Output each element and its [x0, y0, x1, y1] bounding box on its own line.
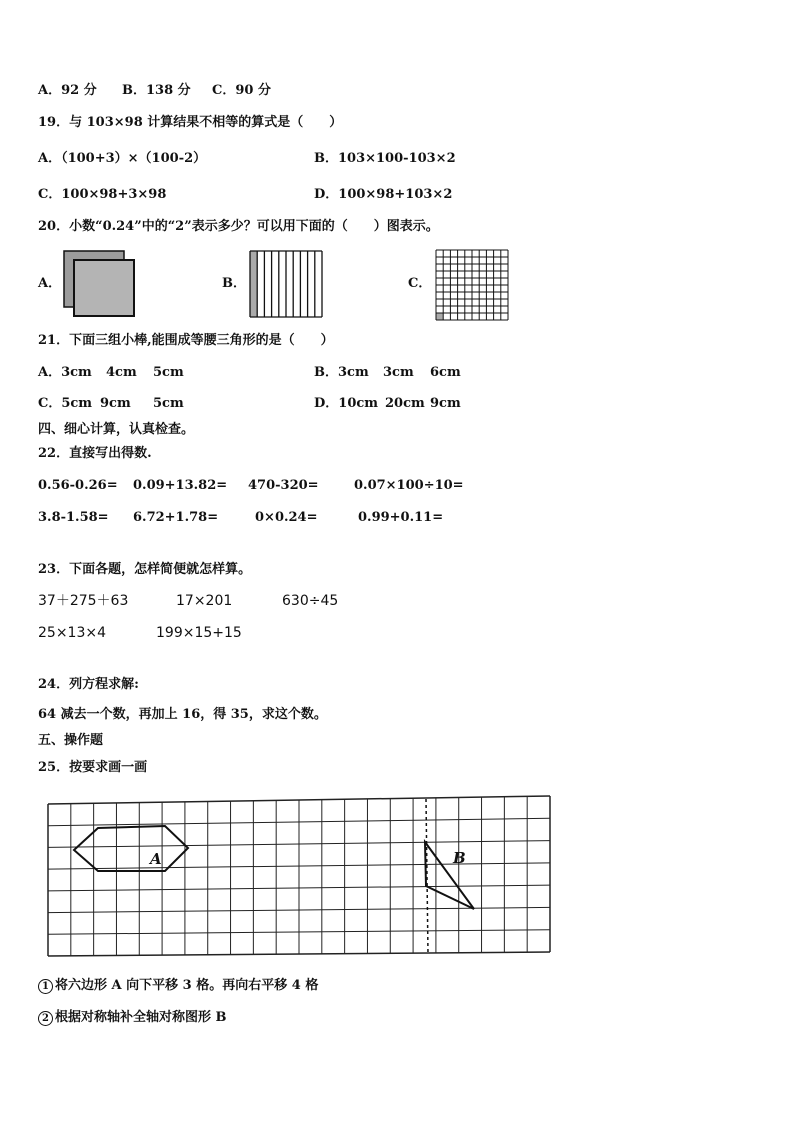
q21-b-2: 3cm — [383, 365, 414, 380]
q20-stem: 20．小数“0.24”中的“2”表示多少？可以用下面的（ ）图表示。 — [38, 219, 439, 234]
circled-number-2: 2 — [38, 1011, 53, 1026]
q21-stem: 21．下面三组小棒,能围成等腰三角形的是（ ） — [38, 333, 334, 348]
figure-c-grid — [434, 248, 510, 322]
q22-item-8: 0.99+0.11= — [358, 510, 444, 525]
q23-stem: 23．下面各题，怎样简便就怎样算。 — [38, 562, 252, 577]
q22-item-2: 0.09+13.82= — [133, 478, 228, 493]
q22-item-1: 0.56-0.26= — [38, 478, 118, 493]
q19-stem: 19．与 103×98 计算结果不相等的算式是（ ） — [38, 115, 343, 130]
q19-option-a: A．（100+3）×（100-2） — [38, 151, 207, 166]
q22-item-3: 470-320= — [248, 478, 319, 493]
q23-item-2: 17×201 — [176, 593, 233, 609]
q22-stem: 22．直接写出得数. — [38, 446, 152, 461]
q21-b-3: 6cm — [430, 365, 461, 380]
q21-c-3: 5cm — [153, 396, 184, 411]
q24-stem: 24．列方程求解: — [38, 677, 139, 692]
q20-label-a: A． — [38, 276, 62, 291]
q21-d-2: 20cm — [385, 396, 425, 411]
q23-item-3: 630÷45 — [282, 593, 339, 609]
q22-item-7: 0×0.24= — [255, 510, 318, 525]
q25-task-2-text: 根据对称轴补全轴对称图形 B — [55, 1010, 227, 1025]
figure-b-strips — [248, 249, 324, 319]
circled-number-1: 1 — [38, 979, 53, 994]
hexagon-a — [74, 826, 188, 871]
q25-stem: 25．按要求画一画 — [38, 760, 148, 775]
figure-b-half — [425, 842, 474, 909]
q23-item-5: 199×15+15 — [156, 625, 242, 641]
section4-title: 四、细心计算，认真检查。 — [38, 422, 195, 437]
q19-option-b: B．103×100-103×2 — [314, 151, 456, 166]
q20-label-b: B． — [222, 276, 246, 291]
q21-b-1: B．3cm — [314, 365, 369, 380]
q18-option-b: B．138 分 — [122, 83, 191, 98]
grid-lines — [48, 796, 550, 956]
q21-c-1: C．5cm — [38, 396, 93, 411]
q25-task-2 — [38, 1010, 227, 1026]
q22-item-6: 6.72+1.78= — [133, 510, 219, 525]
q23-item-1: 37＋275＋63 — [38, 593, 129, 609]
q25-grid — [46, 794, 554, 960]
label-b: B — [453, 849, 466, 867]
q19-option-c: C．100×98+3×98 — [38, 187, 167, 202]
figure-a-squares — [62, 249, 138, 319]
label-a: A — [150, 850, 162, 868]
q21-d-3: 9cm — [430, 396, 461, 411]
q25-task-1 — [38, 978, 318, 994]
section5-title: 五、操作题 — [38, 733, 104, 748]
q20-label-c: C． — [408, 276, 432, 291]
q22-item-4: 0.07×100÷10= — [354, 478, 464, 493]
q21-d-1: D．10cm — [314, 396, 379, 411]
q19-option-d: D．100×98+103×2 — [314, 187, 453, 202]
q21-a-1: A．3cm — [38, 365, 92, 380]
q21-c-2: 9cm — [100, 396, 131, 411]
q21-a-2: 4cm — [106, 365, 137, 380]
q22-item-5: 3.8-1.58= — [38, 510, 109, 525]
q18-option-c: C．90 分 — [212, 83, 271, 98]
q21-a-3: 5cm — [153, 365, 184, 380]
q18-option-a: A．92 分 — [38, 83, 97, 98]
q25-task-1-text: 将六边形 A 向下平移 3 格。再向右平移 4 格 — [55, 978, 319, 993]
q23-item-4: 25×13×4 — [38, 625, 106, 641]
q24-text: 64 减去一个数，再加上 16，得 35，求这个数。 — [38, 707, 327, 722]
